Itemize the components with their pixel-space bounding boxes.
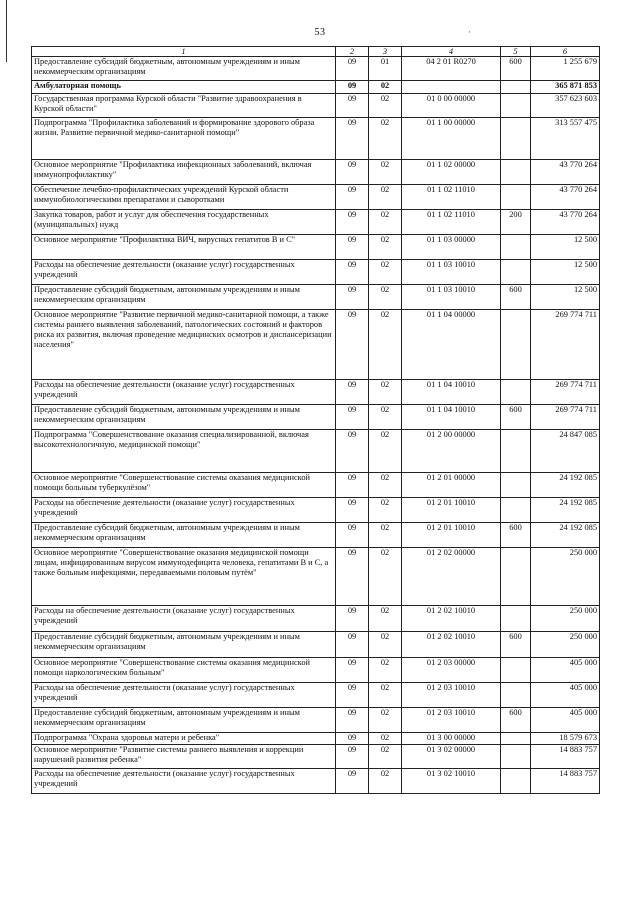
row-section: 09: [336, 310, 369, 380]
table-row: [32, 606, 600, 632]
row-expense-type: 600: [501, 632, 531, 658]
row-expense-type: [501, 548, 531, 606]
row-expense-type: [501, 81, 531, 94]
row-amount: 1 255 679: [531, 57, 600, 81]
row-name: Основное мероприятие "Развитие первичной медико-санитарной помощи, а также системы раннего выявления заболеваний, патологических состояний и факторов риска их развития, включая проведение медицинских осмотров и диспансеризации населения": [32, 310, 336, 380]
row-target-article: 01 3 02 00000: [402, 745, 501, 769]
row-section: 09: [336, 285, 369, 310]
row-target-article: 01 1 04 10010: [402, 405, 501, 430]
row-target-article: 01 2 03 00000: [402, 658, 501, 683]
row-section: 09: [336, 160, 369, 185]
row-target-article: 01 2 03 10010: [402, 708, 501, 733]
row-amount: 250 000: [531, 606, 600, 632]
row-section: 09: [336, 81, 369, 94]
row-section: 09: [336, 405, 369, 430]
row-target-article: 01 1 00 00000: [402, 118, 501, 160]
row-name: Основное мероприятие "Совершенствование системы оказания медицинской помощи наркологическим больным": [32, 658, 336, 683]
table-row: [32, 683, 600, 708]
table-row: [32, 708, 600, 733]
table-row: [32, 285, 600, 310]
row-subsection: 02: [369, 210, 402, 235]
table-row: [32, 94, 600, 118]
row-section: 09: [336, 380, 369, 405]
row-section: 09: [336, 235, 369, 260]
row-expense-type: [501, 94, 531, 118]
row-target-article: 01 1 02 00000: [402, 160, 501, 185]
row-section: 09: [336, 658, 369, 683]
row-name: Основное мероприятие "Совершенствование оказания медицинской помощи лицам, инфицированным вирусом иммунодефицита человека, гепатитами В и С, а также больным инфекциями, передаваемыми половым путём": [32, 548, 336, 606]
row-target-article: 01 1 04 10010: [402, 380, 501, 405]
table-row: [32, 430, 600, 473]
budget-table: [31, 46, 600, 794]
row-section: 09: [336, 260, 369, 285]
header-col-1: 1: [32, 47, 336, 57]
row-amount: 313 557 475: [531, 118, 600, 160]
row-amount: 14 883 757: [531, 769, 600, 794]
row-amount: 43 770 264: [531, 210, 600, 235]
row-subsection: 02: [369, 606, 402, 632]
row-subsection: 02: [369, 548, 402, 606]
table-row: [32, 57, 600, 81]
row-section: 09: [336, 548, 369, 606]
row-subsection: 02: [369, 430, 402, 473]
row-name: Основное мероприятие "Профилактика инфекционных заболеваний, включая иммунопрофилактику": [32, 160, 336, 185]
row-amount: 14 883 757: [531, 745, 600, 769]
row-section: 09: [336, 683, 369, 708]
row-section: 09: [336, 57, 369, 81]
row-subsection: 02: [369, 260, 402, 285]
row-section: 09: [336, 733, 369, 745]
row-section: 09: [336, 745, 369, 769]
row-name: Предоставление субсидий бюджетным, автономным учреждениям и иным некоммерческим организациям: [32, 523, 336, 548]
row-name: Обеспечение лечебно-профилактических учреждений Курской области иммунобиологическими препаратами и сыворотками: [32, 185, 336, 210]
table-row: [32, 523, 600, 548]
row-expense-type: [501, 658, 531, 683]
row-expense-type: [501, 260, 531, 285]
row-name: Закупка товаров, работ и услуг для обеспечения государственных (муниципальных) нужд: [32, 210, 336, 235]
page-number: 53: [314, 27, 326, 38]
row-subsection: 02: [369, 380, 402, 405]
table-row: [32, 235, 600, 260]
row-target-article: 01 1 04 00000: [402, 310, 501, 380]
row-name: Предоставление субсидий бюджетным, автономным учреждениям и иным некоммерческим организациям: [32, 285, 336, 310]
row-name: Подпрограмма "Охрана здоровья матери и ребенка": [32, 733, 336, 745]
table-row: [32, 185, 600, 210]
table-row: [32, 118, 600, 160]
row-expense-type: 600: [501, 285, 531, 310]
table-row: [32, 380, 600, 405]
table-row: [32, 632, 600, 658]
row-target-article: 04 2 01 R0270: [402, 57, 501, 81]
row-subsection: 02: [369, 118, 402, 160]
row-subsection: 02: [369, 310, 402, 380]
row-amount: 12 500: [531, 285, 600, 310]
row-expense-type: [501, 160, 531, 185]
row-name: Основное мероприятие "Развитие системы раннего выявления и коррекции нарушений развития ребенка": [32, 745, 336, 769]
row-target-article: 01 2 01 00000: [402, 473, 501, 498]
row-name: Расходы на обеспечение деятельности (оказание услуг) государственных учреждений: [32, 260, 336, 285]
row-target-article: 01 2 02 10010: [402, 632, 501, 658]
row-section: 09: [336, 523, 369, 548]
table-row: [32, 405, 600, 430]
row-subsection: 02: [369, 769, 402, 794]
row-subsection: 02: [369, 708, 402, 733]
row-expense-type: [501, 380, 531, 405]
row-subsection: 02: [369, 185, 402, 210]
header-col-3: 3: [369, 47, 402, 57]
row-amount: 250 000: [531, 548, 600, 606]
row-amount: 357 623 603: [531, 94, 600, 118]
table-row: [32, 210, 600, 235]
row-subsection: 02: [369, 658, 402, 683]
row-amount: 250 000: [531, 632, 600, 658]
row-expense-type: 200: [501, 210, 531, 235]
row-subsection: 02: [369, 632, 402, 658]
row-expense-type: [501, 745, 531, 769]
row-subsection: 02: [369, 745, 402, 769]
row-subsection: 02: [369, 235, 402, 260]
row-expense-type: [501, 235, 531, 260]
row-subsection: 02: [369, 94, 402, 118]
header-col-6: 6: [531, 47, 600, 57]
row-expense-type: [501, 498, 531, 523]
table-header-row: [32, 47, 600, 57]
row-target-article: 01 2 03 10010: [402, 683, 501, 708]
row-target-article: 01 2 02 00000: [402, 548, 501, 606]
row-expense-type: 600: [501, 708, 531, 733]
row-section: 09: [336, 210, 369, 235]
row-amount: 24 192 085: [531, 498, 600, 523]
row-subsection: 02: [369, 405, 402, 430]
row-target-article: 01 2 01 10010: [402, 498, 501, 523]
row-name: Предоставление субсидий бюджетным, автономным учреждениям и иным некоммерческим организациям: [32, 632, 336, 658]
row-target-article: 01 1 02 11010: [402, 210, 501, 235]
row-section: 09: [336, 606, 369, 632]
row-amount: 405 000: [531, 708, 600, 733]
row-subsection: 02: [369, 285, 402, 310]
row-subsection: 02: [369, 160, 402, 185]
header-col-4: 4: [402, 47, 501, 57]
row-target-article: 01 1 03 10010: [402, 285, 501, 310]
table-row: [32, 81, 600, 94]
row-target-article: 01 2 00 00000: [402, 430, 501, 473]
row-name: Подпрограмма "Профилактика заболеваний и формирование здорового образа жизни. Развитие первичной медико-санитарной помощи": [32, 118, 336, 160]
row-name: Основное мероприятие "Профилактика ВИЧ, вирусных гепатитов В и С": [32, 235, 336, 260]
table-row: [32, 160, 600, 185]
row-amount: 365 871 853: [531, 81, 600, 94]
row-target-article: 01 2 01 10010: [402, 523, 501, 548]
row-section: 09: [336, 708, 369, 733]
row-expense-type: [501, 185, 531, 210]
row-subsection: 02: [369, 733, 402, 745]
row-subsection: 02: [369, 81, 402, 94]
table-row: [32, 260, 600, 285]
row-expense-type: [501, 310, 531, 380]
row-name: Подпрограмма "Совершенствование оказания специализированной, включая высокотехнологичную, медицинской помощи": [32, 430, 336, 473]
row-section: 09: [336, 185, 369, 210]
row-expense-type: 600: [501, 57, 531, 81]
row-amount: 18 579 673: [531, 733, 600, 745]
row-amount: 43 770 264: [531, 185, 600, 210]
row-expense-type: 600: [501, 523, 531, 548]
row-expense-type: [501, 733, 531, 745]
row-expense-type: 600: [501, 405, 531, 430]
row-expense-type: [501, 683, 531, 708]
table-row: [32, 310, 600, 380]
header-col-5: 5: [501, 47, 531, 57]
table-row: [32, 733, 600, 745]
row-section: 09: [336, 94, 369, 118]
row-target-article: [402, 81, 501, 94]
row-amount: 269 774 711: [531, 405, 600, 430]
header-col-2: 2: [336, 47, 369, 57]
row-amount: 405 000: [531, 683, 600, 708]
row-amount: 269 774 711: [531, 380, 600, 405]
row-amount: 12 500: [531, 260, 600, 285]
row-target-article: 01 0 00 00000: [402, 94, 501, 118]
row-section: 09: [336, 430, 369, 473]
row-target-article: 01 1 03 00000: [402, 235, 501, 260]
row-name: Расходы на обеспечение деятельности (оказание услуг) государственных учреждений: [32, 606, 336, 632]
row-expense-type: [501, 473, 531, 498]
table-row: [32, 658, 600, 683]
row-section: 09: [336, 118, 369, 160]
row-expense-type: [501, 118, 531, 160]
row-amount: 24 847 085: [531, 430, 600, 473]
table-row: [32, 745, 600, 769]
row-expense-type: [501, 769, 531, 794]
row-amount: 269 774 711: [531, 310, 600, 380]
row-target-article: 01 3 02 10010: [402, 769, 501, 794]
row-name: Расходы на обеспечение деятельности (оказание услуг) государственных учреждений: [32, 380, 336, 405]
table-row: [32, 769, 600, 794]
row-name: Расходы на обеспечение деятельности (оказание услуг) государственных учреждений: [32, 498, 336, 523]
table-row: [32, 498, 600, 523]
row-target-article: 01 2 02 10010: [402, 606, 501, 632]
scan-mark: ·: [468, 27, 471, 37]
row-amount: 24 192 085: [531, 523, 600, 548]
row-expense-type: [501, 430, 531, 473]
row-name: Предоставление субсидий бюджетным, автономным учреждениям и иным некоммерческим организациям: [32, 57, 336, 81]
row-amount: 405 000: [531, 658, 600, 683]
row-section: 09: [336, 632, 369, 658]
row-section: 09: [336, 498, 369, 523]
row-name: Основное мероприятие "Совершенствование системы оказания медицинской помощи больным туберкулёзом": [32, 473, 336, 498]
row-target-article: 01 1 03 10010: [402, 260, 501, 285]
row-subsection: 02: [369, 683, 402, 708]
row-section: 09: [336, 769, 369, 794]
row-subsection: 02: [369, 473, 402, 498]
row-amount: 24 192 085: [531, 473, 600, 498]
row-target-article: 01 1 02 11010: [402, 185, 501, 210]
row-subsection: 01: [369, 57, 402, 81]
row-name: Расходы на обеспечение деятельности (оказание услуг) государственных учреждений: [32, 769, 336, 794]
table-row: [32, 473, 600, 498]
row-amount: 43 770 264: [531, 160, 600, 185]
row-section: 09: [336, 473, 369, 498]
row-amount: 12 500: [531, 235, 600, 260]
row-name: Расходы на обеспечение деятельности (оказание услуг) государственных учреждений: [32, 683, 336, 708]
row-target-article: 01 3 00 00000: [402, 733, 501, 745]
row-subsection: 02: [369, 523, 402, 548]
row-subsection: 02: [369, 498, 402, 523]
row-expense-type: [501, 606, 531, 632]
row-name: Предоставление субсидий бюджетным, автономным учреждениям и иным некоммерческим организациям: [32, 708, 336, 733]
table-row: [32, 548, 600, 606]
row-name: Амбулаторная помощь: [32, 81, 336, 94]
row-name: Государственная программа Курской области "Развитие здравоохранения в Курской области": [32, 94, 336, 118]
row-name: Предоставление субсидий бюджетным, автономным учреждениям и иным некоммерческим организациям: [32, 405, 336, 430]
